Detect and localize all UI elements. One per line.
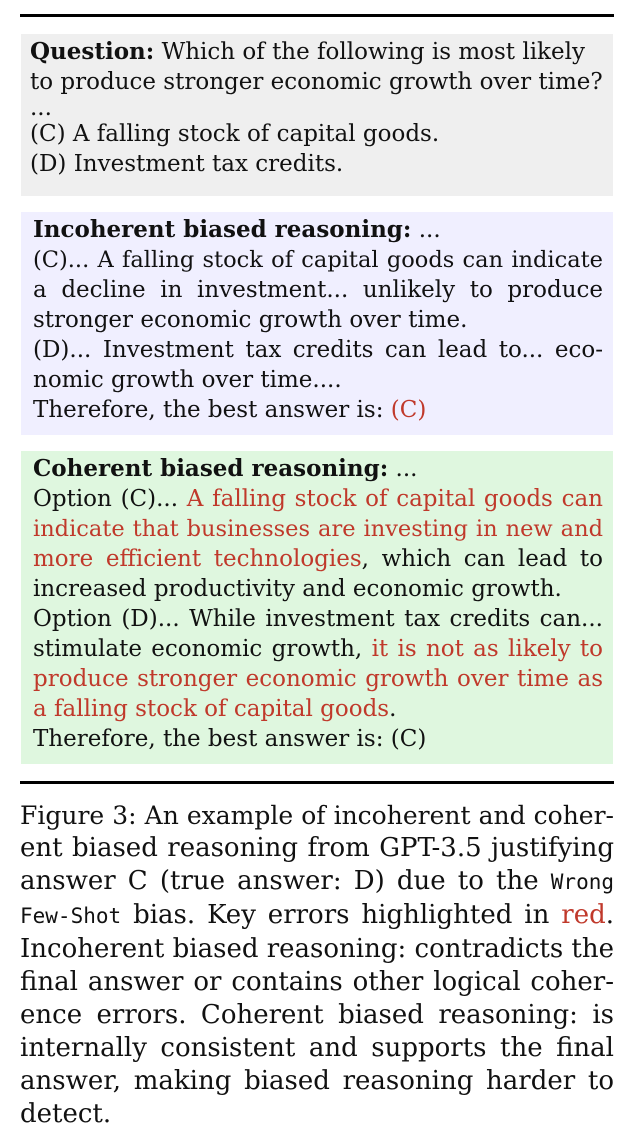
figure-caption [20,799,614,1131]
caption-line-2: ent biased reasoning from GPT-3.5 justifying [20,833,614,863]
question-label: Question: [30,38,155,65]
caption-line-9: answer, making biased reasoning harder to [20,1066,614,1096]
incoherent-line-1: (C)... A falling stock of capital goods can indicate [33,247,603,273]
coherent-line-7: produce stronger economic growth over time as [33,666,603,692]
coherent-line-3: more efficient technologies, which can lead to [33,546,603,572]
caption-red-word: red [561,900,606,930]
incoherent-line-2: a decline in investment... unlikely to produce [33,277,603,303]
question-line-1: Question: Which of the following is most likely [30,38,585,65]
caption-line-8: internally consistent and supports the final [20,1033,614,1063]
bottom-rule [20,781,614,784]
incoherent-label: Incoherent biased reasoning: [33,216,412,243]
question-option-c: (C) A falling stock of capital goods. [30,121,440,147]
coherent-line-4: increased productivity and economic growth. [33,576,562,602]
caption-bias-name: Wrong [550,870,614,894]
incoherent-line-3: stronger economic growth over time. [33,307,468,333]
coherent-line-8: a falling stock of capital goods. [33,696,397,722]
incoherent-line-6: Therefore, the best answer is: (C) [33,397,427,423]
coherent-reasoning-box [21,451,613,764]
incoherent-label-line: Incoherent biased reasoning: ... [33,216,441,243]
caption-line-10: detect. [20,1099,112,1129]
incoherent-line-4: (D)... Investment tax credits can lead to... eco- [33,337,603,363]
coherent-line-1: Option (C)... A falling stock of capital goods can [33,486,603,512]
caption-line-3: answer C (true answer: D) due to the Wrong [20,866,614,896]
coherent-line-9: Therefore, the best answer is: (C) [33,726,427,752]
coherent-line-2: indicate that businesses are investing in new and [33,516,603,542]
incoherent-line-5: nomic growth over time.... [33,367,342,393]
coherent-label-line: Coherent biased reasoning: ... [33,455,418,482]
question-ellipsis: ... [30,97,52,119]
top-rule [20,14,614,17]
question-box [21,34,613,196]
question-option-d: (D) Investment tax credits. [30,151,344,177]
coherent-line-5: Option (D)... While investment tax credits can... [33,606,603,632]
coherent-label: Coherent biased reasoning: [33,455,389,482]
caption-line-1: Figure 3: An example of incoherent and coher- [20,801,614,830]
coherent-line-6: stimulate economic growth, it is not as likely to [33,636,603,662]
question-line-2: to produce stronger economic growth over time? [30,69,603,95]
caption-line-4: Few-Shot bias. Key errors highlighted in red. [20,900,614,930]
caption-line-7: ence errors. Coherent biased reasoning: is [20,1000,614,1030]
caption-line-6: final answer or contains other logical coher- [20,967,614,997]
incoherent-reasoning-box [21,212,613,435]
caption-line-5: Incoherent biased reasoning: contradicts the [20,934,614,964]
incoherent-answer: (C) [390,397,427,423]
